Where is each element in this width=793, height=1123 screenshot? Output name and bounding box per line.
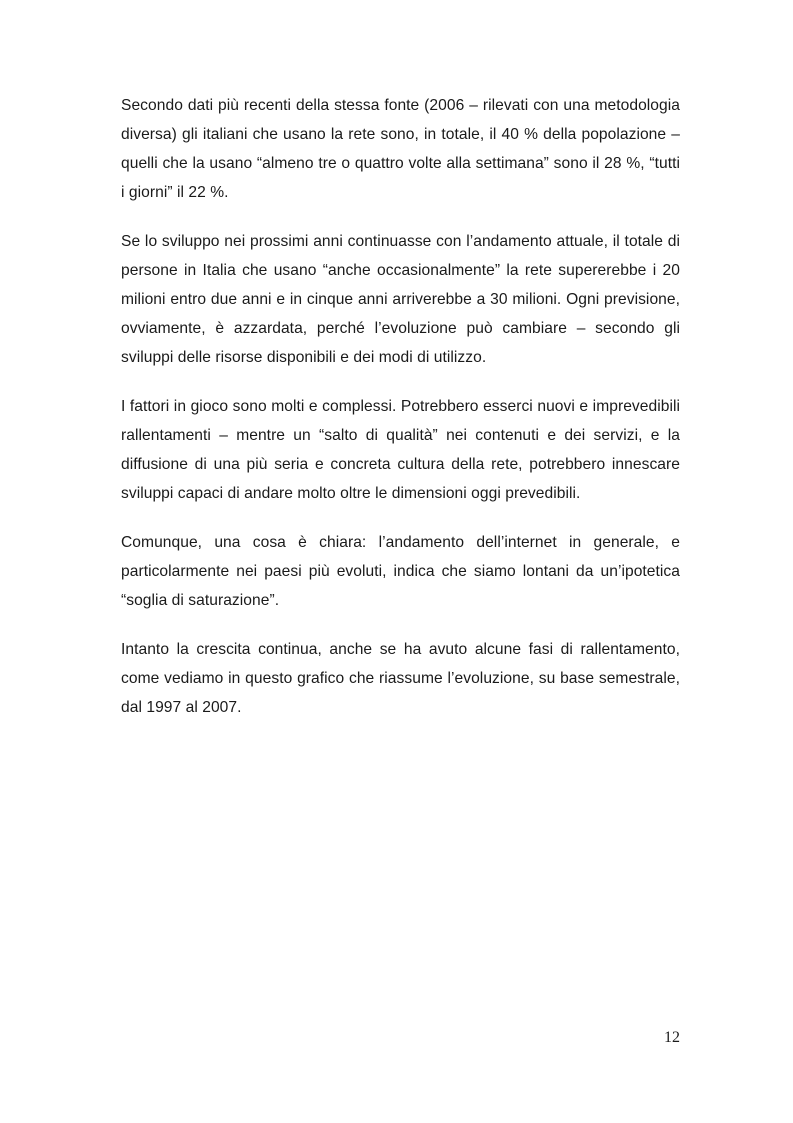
body-text xyxy=(121,91,680,742)
paragraph: Comunque, una cosa è chiara: l’andamento dell’internet in generale, e particolarmente nei paesi più evoluti, indica che siamo lontani da un’ipotetica “soglia di saturazione”. xyxy=(121,534,680,609)
paragraph: Secondo dati più recenti della stessa fonte (2006 – rilevati con una metodologia diversa) gli italiani che usano la rete sono, in totale, il 40 % della popolazione – quelli che la usano “almeno tre o quattro volte alla settimana” sono il 28 %, “tutti i giorni” il 22 %. xyxy=(121,97,680,201)
paragraph: Intanto la crescita continua, anche se ha avuto alcune fasi di rallentamento, come vediamo in questo grafico che riassume l’evoluzione, su base semestrale, dal 1997 al 2007. xyxy=(121,641,680,716)
paragraph: I fattori in gioco sono molti e complessi. Potrebbero esserci nuovi e imprevedibili rallentamenti – mentre un “salto di qualità” nei contenuti e dei servizi, e la diffusione di una più seria e concreta cultura della rete, potrebbero innescare sviluppi capaci di andare molto oltre le dimensioni oggi prevedibili. xyxy=(121,398,680,502)
page-number: 12 xyxy=(664,1029,680,1046)
paragraph: Se lo sviluppo nei prossimi anni continuasse con l’andamento attuale, il totale di persone in Italia che usano “anche occasionalmente” la rete supererebbe i 20 milioni entro due anni e in cinque anni arriverebbe a 30 milioni. Ogni previsione, ovviamente, è azzardata, perché l’evoluzione può cambiare – secondo gli sviluppi delle risorse disponibili e dei modi di utilizzo. xyxy=(121,233,680,366)
